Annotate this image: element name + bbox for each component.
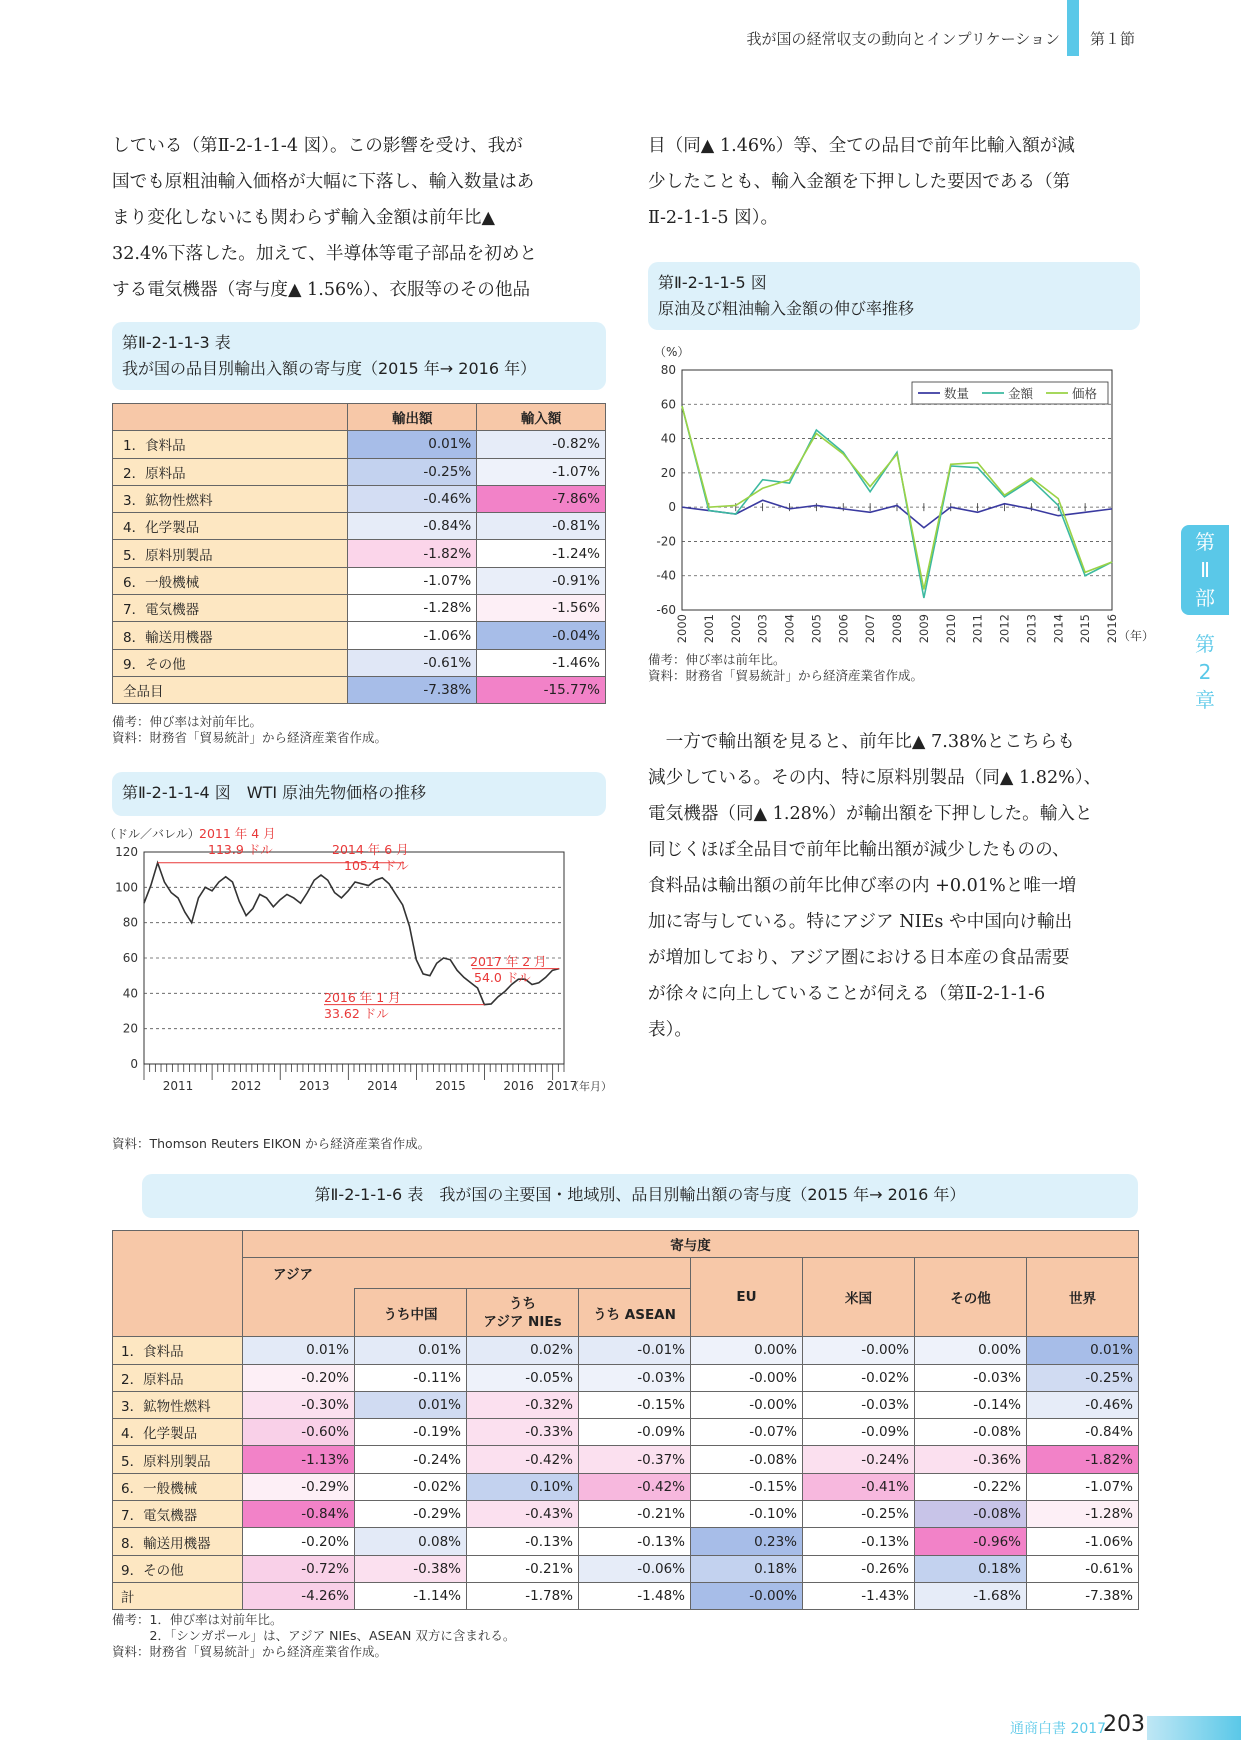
x-tick-label: 2002 — [728, 614, 743, 644]
annotation-2017-feb: 2017 年 2 月 — [470, 954, 547, 969]
x-unit-label: （年月） — [568, 1080, 612, 1093]
table6-cell: -0.42% — [579, 1473, 691, 1500]
table6-cell: -0.15% — [579, 1391, 691, 1418]
table6-row-label: 3．鉱物性燃料 — [113, 1391, 243, 1418]
table6-cell: -0.84% — [1027, 1419, 1139, 1446]
table3-row — [113, 540, 606, 567]
table6-cell: -0.13% — [467, 1528, 579, 1555]
table3-row-label: 1．食料品 — [113, 431, 348, 458]
table6-row-label: 5．原料別製品 — [113, 1446, 243, 1473]
table6-cell: -0.08% — [691, 1446, 803, 1473]
table6-cell: -0.38% — [355, 1555, 467, 1582]
table6-cell: -0.15% — [691, 1473, 803, 1500]
y-tick-label: -20 — [656, 534, 676, 549]
table3-cell-imports: -0.04% — [477, 622, 606, 649]
table3-cell-exports: -1.06% — [348, 622, 477, 649]
table3-row — [113, 485, 606, 512]
table6-cell: 0.18% — [915, 1555, 1027, 1582]
table6-row — [113, 1501, 1139, 1528]
y-tick-label: 60 — [660, 397, 676, 412]
table6-cell: -0.03% — [579, 1364, 691, 1391]
table6-cell: -0.07% — [691, 1419, 803, 1446]
y-tick-label: -40 — [656, 568, 676, 583]
table6-caption: 第Ⅱ-2-1-1-6 表 我が国の主要国・地域別、品目別輸出額の寄与度（2015 年→ 2016 年） — [142, 1174, 1138, 1218]
table3-cell-exports: -0.61% — [348, 649, 477, 676]
y-tick-label: 20 — [122, 1021, 138, 1036]
x-tick-label: 2011 — [970, 614, 985, 644]
x-tick-label: 2005 — [809, 614, 824, 644]
table6-cell: -0.72% — [243, 1555, 355, 1582]
y-tick-label: 20 — [660, 465, 676, 480]
table6-cell: -1.68% — [915, 1582, 1027, 1609]
table6-cell: -0.20% — [243, 1528, 355, 1555]
table6-cell: -0.61% — [1027, 1555, 1139, 1582]
table3-cell-imports: -0.91% — [477, 567, 606, 594]
y-tick-label: 40 — [660, 431, 676, 446]
table6-cell: -0.30% — [243, 1391, 355, 1418]
table6-cell: -0.25% — [803, 1501, 915, 1528]
table3-row-label: 8．輸送用機器 — [113, 622, 348, 649]
table3-row — [113, 513, 606, 540]
x-tick-label: 2011 — [162, 1079, 194, 1093]
table6-col-us: 米国 — [803, 1258, 915, 1337]
legend-label: 価格 — [1072, 386, 1098, 401]
table3 — [112, 403, 606, 704]
table3-row-label: 9．その他 — [113, 649, 348, 676]
x-tick-label: 2009 — [916, 614, 931, 644]
table6-cell: -0.43% — [467, 1501, 579, 1528]
fig4-source: 資料：Thomson Reuters EIKON から経済産業省作成。 — [112, 1136, 431, 1151]
table6-cell: -1.28% — [1027, 1501, 1139, 1528]
table6-row-label: 2．原料品 — [113, 1364, 243, 1391]
table6-cell: -0.05% — [467, 1364, 579, 1391]
y-tick-label: 0 — [130, 1057, 138, 1071]
table6-col-other: その他 — [915, 1258, 1027, 1337]
table6-row-label: 6．一般機械 — [113, 1473, 243, 1500]
table3-row — [113, 622, 606, 649]
table6-cell: -0.11% — [355, 1364, 467, 1391]
table3-cell-imports: -1.56% — [477, 595, 606, 622]
table6-cell: -1.07% — [1027, 1473, 1139, 1500]
page-accent-bar — [1147, 1716, 1241, 1740]
table6-cell: -0.41% — [803, 1473, 915, 1500]
table3-row — [113, 595, 606, 622]
y-tick-label: 60 — [122, 951, 138, 965]
table6-row-label: 7．電気機器 — [113, 1501, 243, 1528]
table6-cell: -0.60% — [243, 1419, 355, 1446]
annotation-2014-jun: 2014 年 6 月 — [332, 842, 409, 857]
table3-caption-number: 第Ⅱ-2-1-1-3 表 — [122, 333, 231, 352]
table3-cell-exports: -7.38% — [348, 676, 477, 703]
right-paragraph-1: 目（同▲ 1.46%）等、全ての品目で前年比輸入額が減 少したことも、輸入金額を下押しした要因である（第 Ⅱ-2-1-1-5 図）。 — [648, 136, 1075, 228]
table6-cell: -1.14% — [355, 1582, 467, 1609]
table6-cell: -0.03% — [915, 1364, 1027, 1391]
table6-cell: -0.02% — [355, 1473, 467, 1500]
table3-cell-exports: 0.01% — [348, 431, 477, 458]
table3-row-label: 3．鉱物性燃料 — [113, 485, 348, 512]
x-tick-label: 2000 — [675, 614, 689, 644]
annotation-2016-jan: 2016 年 1 月 — [324, 990, 401, 1005]
annotation-2017-feb-value: 54.0 ドル — [474, 970, 531, 985]
table6-cell: -0.09% — [803, 1419, 915, 1446]
table3-cell-exports: -0.84% — [348, 513, 477, 540]
x-tick-label: 2012 — [997, 614, 1012, 644]
x-tick-label: 2015 — [435, 1079, 466, 1093]
table6-cell: -0.24% — [803, 1446, 915, 1473]
table3-header-blank — [113, 404, 348, 431]
table6-cell: -1.82% — [1027, 1446, 1139, 1473]
x-tick-label: 2016 — [1105, 614, 1119, 644]
table6-cell: -0.08% — [915, 1419, 1027, 1446]
table3-row — [113, 431, 606, 458]
table6-col-eu: EU — [691, 1258, 803, 1337]
legend-label: 金額 — [1008, 386, 1034, 401]
table6-cell: 0.01% — [355, 1391, 467, 1418]
table6-cell: -0.26% — [803, 1555, 915, 1582]
table3-row — [113, 567, 606, 594]
table6-row-label: 8．輸送用機器 — [113, 1528, 243, 1555]
annotation-2016-jan-value: 33.62 ドル — [324, 1006, 389, 1021]
table6-corner — [113, 1231, 243, 1337]
table6-cell: -0.02% — [803, 1364, 915, 1391]
x-tick-label: 2010 — [943, 614, 958, 644]
table3-cell-exports: -0.46% — [348, 485, 477, 512]
chapter-tab: 第 2 章 — [1195, 632, 1215, 712]
table3-row-label: 7．電気機器 — [113, 595, 348, 622]
y-tick-label: 80 — [660, 363, 676, 377]
series-line-3 — [682, 406, 1112, 589]
table6-cell: -0.21% — [467, 1555, 579, 1582]
table3-cell-imports: -1.46% — [477, 649, 606, 676]
table6-col-asean: うち ASEAN — [579, 1289, 691, 1337]
table6-cell: -0.96% — [915, 1528, 1027, 1555]
table6-cell: -0.29% — [355, 1501, 467, 1528]
table6-cell: 0.18% — [691, 1555, 803, 1582]
table6-cell: -0.25% — [1027, 1364, 1139, 1391]
x-tick-label: 2014 — [367, 1079, 398, 1093]
y-tick-label: -60 — [656, 603, 676, 617]
table6-cell: -0.29% — [243, 1473, 355, 1500]
table6-col-china: うち中国 — [355, 1289, 467, 1337]
fig4-caption: 第Ⅱ-2-1-1-4 図 WTI 原油先物価格の推移 — [112, 772, 606, 816]
table3-cell-exports: -1.82% — [348, 540, 477, 567]
table6-cell: -1.78% — [467, 1582, 579, 1609]
table3-cell-imports: -0.81% — [477, 513, 606, 540]
table6-col-world: 世界 — [1027, 1258, 1139, 1337]
x-tick-label: 2013 — [1024, 614, 1039, 644]
x-tick-label: 2007 — [863, 614, 878, 644]
table6-cell: -1.43% — [803, 1582, 915, 1609]
table3-row — [113, 649, 606, 676]
table3-cell-exports: -0.25% — [348, 458, 477, 485]
x-tick-label: 2008 — [890, 614, 904, 644]
right-paragraph-2: 一方で輸出額を見ると、前年比▲ 7.38%とこちらも 減少している。その内、特に原料別製品（同▲ 1.82%）、 電気機器（同▲ 1.28%）が輸出額を下押しした。輸入と 同じくほぼ全品目で前年比輸出額が減少したものの、 食料品は輸出額の前年比伸び率の内 +0.01%と唯一増 加に寄与している。特にアジア NIEs や中国向け輸出 が増加しており、アジア圏における日本産の食品需要 が徐々に向上していることが伺える（第Ⅱ-2-1-1-6 表）。 — [648, 732, 1102, 1040]
x-tick-label: 2016 — [503, 1079, 534, 1093]
table6-cell: -0.06% — [579, 1555, 691, 1582]
table6-cell: 0.00% — [915, 1337, 1027, 1364]
table6-cell: -0.24% — [355, 1446, 467, 1473]
x-tick-label: 2013 — [298, 1079, 330, 1093]
running-header-title: 我が国の経常収支の動向とインプリケーション — [746, 30, 1060, 48]
running-header-section: 第１節 — [1090, 30, 1136, 48]
left-paragraph: している（第Ⅱ-2-1-1-4 図）。この影響を受け、我が 国でも原粗油輸入価格が大幅に下落し、輸入数量はあ まり変化しないにも関わらず輸入金額は前年比▲ 32.4%下落した。加えて、半導体等電子部品を初めと する電気機器（寄与度▲ 1.56%）、衣服等のその他品 — [112, 136, 538, 300]
table3-cell-imports: -1.07% — [477, 458, 606, 485]
table6-row — [113, 1555, 1139, 1582]
x-unit-label: （年） — [1118, 629, 1155, 643]
table6-col-asia-sub — [243, 1289, 355, 1337]
table6-cell: -0.13% — [803, 1528, 915, 1555]
part-tab: 第 Ⅱ 部 — [1181, 525, 1229, 615]
table6-col-nies-line1: うち — [509, 1295, 536, 1312]
y-tick-label: 40 — [122, 986, 138, 1001]
table6-cell: -4.26% — [243, 1582, 355, 1609]
table6-cell: -0.22% — [915, 1473, 1027, 1500]
series-line-2 — [682, 406, 1112, 598]
table6-row — [113, 1419, 1139, 1446]
publication-name: 通商白書 2017 — [1010, 1721, 1107, 1737]
table6-cell: -1.13% — [243, 1446, 355, 1473]
table6-cell: 0.10% — [467, 1473, 579, 1500]
table6-cell: -0.09% — [579, 1419, 691, 1446]
table6-cell: -0.42% — [467, 1446, 579, 1473]
x-tick-label: 2015 — [1078, 614, 1093, 644]
fig5-notes: 備考：伸び率は前年比。 資料：財務省「貿易統計」から経済産業省作成。 — [648, 652, 924, 683]
table3-row-label: 2．原料品 — [113, 458, 348, 485]
table3-row-label: 5．原料別製品 — [113, 540, 348, 567]
table6-notes: 備考：1．伸び率は対前年比。 2．「シンガポール」は、アジア NIEs、ASEAN 双方に含まれる。 資料：財務省「貿易統計」から経済産業省作成。 — [112, 1612, 516, 1659]
crude-import-growth-chart — [644, 338, 1155, 650]
table3-caption-title: 我が国の品目別輸出入額の寄与度（2015 年→ 2016 年） — [122, 359, 537, 378]
table6-cell: -0.20% — [243, 1364, 355, 1391]
x-tick-label: 2012 — [230, 1079, 262, 1093]
table6-cell: -0.21% — [579, 1501, 691, 1528]
table3-cell-exports: -1.07% — [348, 567, 477, 594]
table6-row-label: 1．食料品 — [113, 1337, 243, 1364]
table6-cell: -0.36% — [915, 1446, 1027, 1473]
table6-cell: 0.08% — [355, 1528, 467, 1555]
table6-row-label: 9．その他 — [113, 1555, 243, 1582]
table3-row — [113, 676, 606, 703]
y-unit-label: （%） — [654, 345, 690, 359]
table6-cell: -0.32% — [467, 1391, 579, 1418]
table3-row — [113, 458, 606, 485]
table6-cell: -0.10% — [691, 1501, 803, 1528]
table6-cell: -0.46% — [1027, 1391, 1139, 1418]
table6-row — [113, 1446, 1139, 1473]
x-tick-label: 2004 — [782, 614, 797, 644]
y-unit-label: （ドル／バレル） — [104, 827, 200, 841]
fig5-caption-title: 原油及び粗油輸入金額の伸び率推移 — [658, 299, 915, 318]
table3-header-exports: 輸出額 — [348, 404, 477, 431]
table6-cell: 0.00% — [691, 1337, 803, 1364]
table6-cell: -0.37% — [579, 1446, 691, 1473]
table3-row-label: 6．一般機械 — [113, 567, 348, 594]
table3-cell-imports: -15.77% — [477, 676, 606, 703]
x-tick-label: 2017 — [546, 1079, 578, 1093]
table6-cell: -0.00% — [691, 1364, 803, 1391]
table6-cell: -0.00% — [803, 1337, 915, 1364]
table3-cell-exports: -1.28% — [348, 595, 477, 622]
y-tick-label: 120 — [115, 845, 138, 859]
table3-notes: 備考：伸び率は対前年比。 資料：財務省「貿易統計」から経済産業省作成。 — [112, 714, 388, 745]
table6-cell: -1.06% — [1027, 1528, 1139, 1555]
page-number: 203 — [1103, 1712, 1145, 1737]
table6-cell: -0.03% — [803, 1391, 915, 1418]
table6-cell: -0.13% — [579, 1528, 691, 1555]
annotation-2011-apr-value: 113.9 ドル — [208, 842, 273, 857]
table6-cell: -7.38% — [1027, 1582, 1139, 1609]
table6-row — [113, 1582, 1139, 1609]
table6-cell: -0.00% — [691, 1582, 803, 1609]
table6-col-asia: アジア — [243, 1258, 691, 1289]
x-tick-label: 2014 — [1051, 614, 1066, 644]
table3-row-label: 全品目 — [113, 676, 348, 703]
annotation-2011-apr: 2011 年 4 月 — [199, 826, 276, 841]
fig5-caption-number: 第Ⅱ-2-1-1-5 図 — [658, 273, 767, 292]
table6-cell: -0.01% — [579, 1337, 691, 1364]
table6-row — [113, 1473, 1139, 1500]
table6-col-nies-line2: アジア NIEs — [483, 1313, 562, 1330]
table3-cell-imports: -7.86% — [477, 485, 606, 512]
table6-row — [113, 1528, 1139, 1555]
table3-row-label: 4．化学製品 — [113, 513, 348, 540]
table6-cell: 0.02% — [467, 1337, 579, 1364]
header-accent-bar — [1067, 0, 1079, 56]
table6-cell: -0.84% — [243, 1501, 355, 1528]
fig5-caption — [648, 262, 1140, 330]
x-tick-label: 2006 — [836, 614, 851, 644]
table3-cell-imports: -1.24% — [477, 540, 606, 567]
table6-col-nies — [467, 1289, 579, 1337]
table6-cell: -0.14% — [915, 1391, 1027, 1418]
table6-row-label: 計 — [113, 1582, 243, 1609]
y-tick-label: 80 — [122, 915, 138, 930]
table6-row-label: 4．化学製品 — [113, 1419, 243, 1446]
table6-cell: -1.48% — [579, 1582, 691, 1609]
wti-price-chart — [104, 826, 614, 1134]
table6-cell: 0.23% — [691, 1528, 803, 1555]
table6-cell: -0.08% — [915, 1501, 1027, 1528]
table6-cell: -0.00% — [691, 1391, 803, 1418]
table6-row — [113, 1391, 1139, 1418]
table6 — [112, 1230, 1139, 1610]
x-tick-label: 2001 — [701, 614, 716, 644]
table3-header-imports: 輸入額 — [477, 404, 606, 431]
table3-caption — [112, 322, 606, 390]
table6-cell: -0.33% — [467, 1419, 579, 1446]
table6-top-header: 寄与度 — [243, 1231, 1139, 1258]
annotation-2014-jun-value: 105.4 ドル — [344, 858, 409, 873]
table6-cell: 0.01% — [355, 1337, 467, 1364]
y-tick-label: 100 — [115, 880, 138, 895]
x-tick-label: 2003 — [755, 614, 770, 644]
legend-label: 数量 — [944, 386, 970, 401]
table6-row — [113, 1337, 1139, 1364]
table3-cell-imports: -0.82% — [477, 431, 606, 458]
table6-cell: -0.19% — [355, 1419, 467, 1446]
table6-cell: 0.01% — [1027, 1337, 1139, 1364]
table6-row — [113, 1364, 1139, 1391]
table6-cell: 0.01% — [243, 1337, 355, 1364]
y-tick-label: 0 — [668, 500, 676, 515]
